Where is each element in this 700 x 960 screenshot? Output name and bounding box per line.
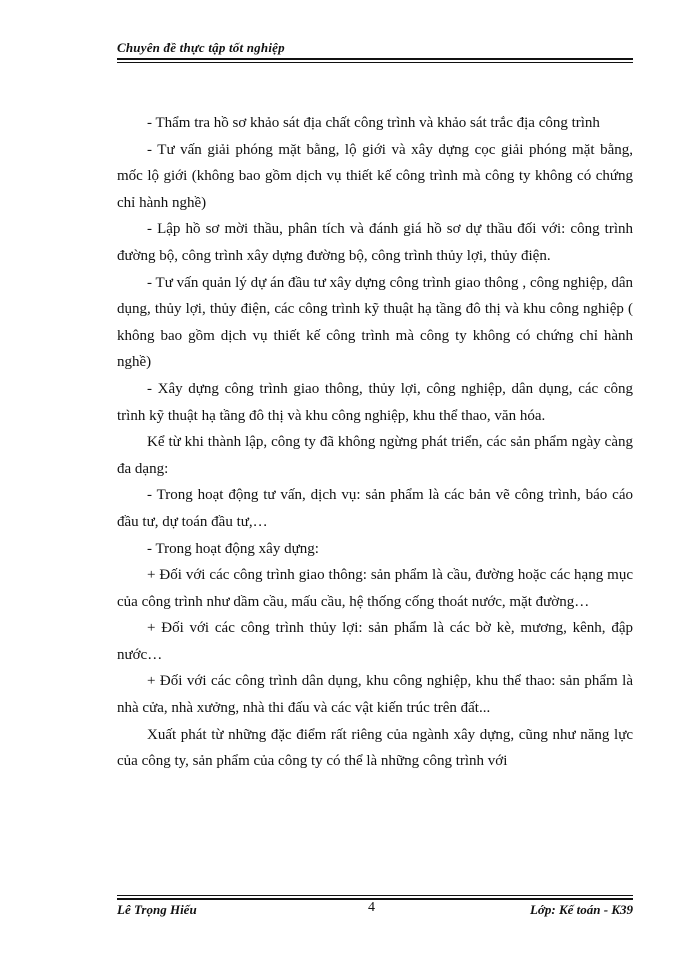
paragraph: - Trong hoạt động xây dựng: xyxy=(147,540,319,557)
paragraph: - Xây dựng công trình giao thông, thủy lợi, công nghiệp, dân dụng, các công trình kỹ thuật hạ tầng đô thị và khu công nghiệp, khu thể thao, văn hóa. xyxy=(117,380,633,424)
footer-rule-thick xyxy=(117,898,633,900)
paragraph: + Đối với các công trình giao thông: sản phẩm là cầu, đường hoặc các hạng mục của công trình như dầm cầu, mấu cầu, hệ thống cống thoát nước, mặt đường… xyxy=(117,567,633,610)
footer-class: Lớp: Kế toán - K39 xyxy=(529,902,633,917)
paragraph: - Tư vấn giải phóng mặt bằng, lộ giới và xây dựng cọc giải phóng mặt bằng, mốc lộ giới (không bao gồm dịch vụ thiết kế công trình mà công ty không có chứng chỉ hành nghề) xyxy=(117,141,633,211)
paragraph: - Trong hoạt động tư vấn, dịch vụ: sản phẩm là các bản vẽ công trình, báo cáo đầu tư, dự toán đầu tư,… xyxy=(117,487,633,530)
page-header-title: Chuyên đề thực tập tốt nghiệp xyxy=(117,40,285,55)
paragraph: Xuất phát từ những đặc điểm rất riêng của ngành xây dựng, cũng như năng lực của công ty, sản phẩm của công ty có thể là những công trình với xyxy=(117,726,633,770)
paragraph: + Đối với các công trình thủy lợi: sản phẩm là các bờ kè, mương, kênh, đập nước… xyxy=(117,620,633,663)
footer-author: Lê Trọng Hiếu xyxy=(117,902,197,917)
body-text xyxy=(117,110,633,775)
footer-rule-thin xyxy=(117,895,633,896)
header-rule-thick xyxy=(117,58,633,60)
paragraph: + Đối với các công trình dân dụng, khu công nghiệp, khu thể thao: sản phẩm là nhà cửa, nhà xưởng, nhà thi đấu và các vật kiến trúc trên đất... xyxy=(117,673,633,717)
paragraph: - Thẩm tra hồ sơ khảo sát địa chất công trình và khảo sát trắc địa công trình xyxy=(147,115,600,131)
paragraph: - Lập hồ sơ mời thầu, phân tích và đánh giá hồ sơ dự thầu đối với: công trình đường bộ, công trình xây dựng đường bộ, công trình thủy lợi, thủy điện. xyxy=(117,221,633,264)
paragraph: Kể từ khi thành lập, công ty đã không ngừng phát triển, các sản phẩm ngày càng đa dạng: xyxy=(117,434,633,477)
header-rule-thin xyxy=(117,62,633,63)
footer-page-number: 4 xyxy=(368,900,375,915)
paragraph: - Tư vấn quản lý dự án đầu tư xây dựng công trình giao thông , công nghiệp, dân dụng, thủy lợi, thủy điện, các công trình kỹ thuật hạ tầng đô thị và khu công nghiệp ( không bao gồm dịch vụ thiết kế công trình mà công ty không có chứng chỉ hành nghề) xyxy=(117,274,633,371)
